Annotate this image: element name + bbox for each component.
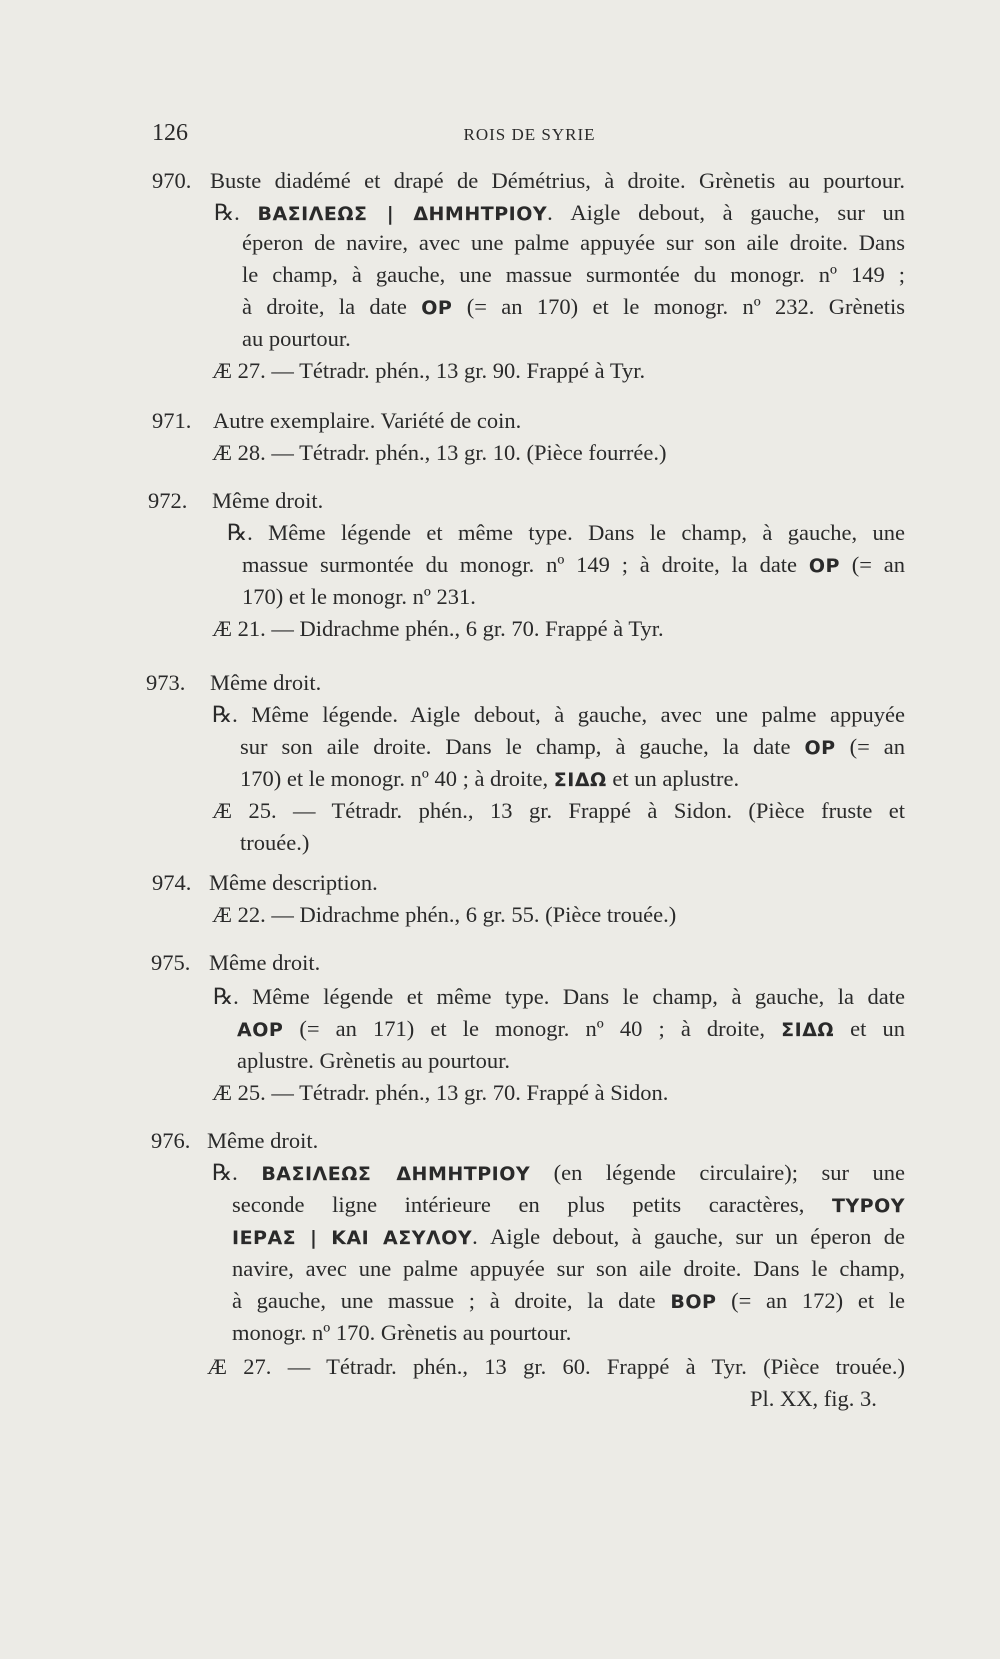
text-run: 170) et le monogr. nº 40 ; à droite, [240,766,554,791]
text-run: massue surmontée du monogr. nº 149 ; à droite, la date [242,554,809,577]
obverse-description: Même droit. [210,670,322,695]
reverse-description-line [232,1322,571,1345]
text-run: ℞. Même légende. Aigle debout, à gauche, avec une palme appuyée [212,704,905,727]
page-header [152,120,907,150]
obverse-description: Même droit. [207,1128,319,1153]
text-run: sur son aile droite. Dans le champ, à gauche, la date [240,736,805,759]
metal-weight-line: Æ 28. — Tétradr. phén., 13 gr. 10. (Pièce fourrée.) [212,440,667,465]
obverse-description: Même droit. [209,950,321,975]
text-run: ℞. Même légende et même type. Dans le champ, à gauche, la date [213,986,905,1009]
greek-legend: ΒΑΣΙΛΕΩΣ ΔΗΜΗΤΡΙΟΥ [261,1163,531,1185]
greek-legend: ΣΙΔΩ [781,1019,835,1041]
text-run: (= an 171) et le monogr. nº 40 ; à droite, [283,1018,782,1041]
text-run: (= an [839,554,905,577]
metal-weight-line: Æ 25. — Tétradr. phén., 13 gr. Frappé à Sidon. (Pièce fruste et [212,800,905,823]
text-run: aplustre. Grènetis au pourtour. [237,1048,511,1073]
text-run: à gauche, une massue ; à droite, la date [232,1290,671,1313]
greek-legend: ΤΥΡΟΥ [831,1195,905,1217]
metal-weight-line: Æ 21. — Didrachme phén., 6 gr. 70. Frappé à Tyr. [212,616,664,641]
entry-number: 975. [151,950,191,975]
entry-number: 971. [152,408,192,433]
text-run: et un [834,1018,905,1041]
plate-reference: Pl. XX, fig. 3. [750,1386,877,1411]
text-run: navire, avec une palme appuyée sur son aile droite. Dans le champ, [232,1258,905,1281]
reverse-description-line [237,1018,905,1044]
greek-legend: ΒΟΡ [670,1291,717,1313]
reverse-description-line [214,202,905,228]
text-run: ℞. Même légende et même type. Dans le champ, à gauche, une [227,522,905,545]
metal-weight-line: Æ 22. — Didrachme phén., 6 gr. 55. (Pièce trouée.) [212,902,677,927]
reverse-description-line [242,232,905,258]
metal-weight-line: Æ 25. — Tétradr. phén., 13 gr. 70. Frappé à Sidon. [212,1080,669,1105]
obverse-description: Même description. [209,870,378,895]
text-run: . Aigle debout, à gauche, sur un éperon de [472,1226,905,1249]
entry-number: 976. [151,1128,191,1153]
text-run: (= an 172) et le [716,1290,905,1313]
reverse-description-line [240,736,905,762]
reverse-description-line [212,1162,905,1188]
greek-legend: ΒΑΣΙΛΕΩΣ | ΔΗΜΗΤΡΙΟΥ [257,203,548,225]
reverse-symbol: ℞. [212,1162,262,1185]
text-run: au pourtour. [242,326,351,351]
reverse-description-line [240,768,739,791]
reverse-description-line [213,986,905,1012]
reverse-description-line [232,1194,905,1220]
reverse-symbol: ℞. [214,202,258,225]
greek-legend: ΣΙΔΩ [553,769,607,791]
greek-legend: ΟΡ [804,737,836,759]
obverse-description: Même droit. [212,488,324,513]
reverse-description-line [232,1258,905,1284]
obverse-description: Autre exemplaire. Variété de coin. [213,408,522,433]
reverse-description-line [242,586,476,609]
reverse-description-line [242,296,905,322]
metal-weight-line: Æ 27. — Tétradr. phén., 13 gr. 90. Frappé à Tyr. [212,358,646,383]
reverse-description-line [212,704,905,730]
reverse-description-line [232,1290,905,1316]
text-run: seconde ligne intérieure en plus petits caractères, [232,1194,832,1217]
metal-weight-line: trouée.) [240,830,310,855]
text-run: 170) et le monogr. nº 231. [242,584,476,609]
text-run: monogr. nº 170. Grènetis au pourtour. [232,1320,572,1345]
page-number: 126 [152,120,188,146]
metal-weight-line: Æ 27. — Tétradr. phén., 13 gr. 60. Frappé à Tyr. (Pièce trouée.) [207,1356,905,1379]
reverse-description-line [242,328,351,351]
reverse-description-line [232,1226,905,1252]
text-run: (= an 170) et le monogr. nº 232. Grènetis [452,296,905,319]
entry-number: 973. [146,670,186,695]
text-run: éperon de navire, avec une palme appuyée sur son aile droite. Dans [242,232,905,255]
reverse-description-line [242,264,905,290]
entry-number: 972. [148,488,188,513]
text-run: . Aigle debout, à gauche, sur un [547,202,905,225]
greek-legend: ΟΡ [808,555,840,577]
text-run: et un aplustre. [606,766,740,791]
running-title: ROIS DE SYRIE [463,125,596,144]
greek-legend: ΑΟΡ [237,1019,284,1041]
reverse-description-line [237,1050,510,1073]
entry-number: 970. [152,168,192,193]
text-run: à droite, la date [242,296,422,319]
reverse-description-line [227,522,905,548]
text-run: (= an [835,736,905,759]
text-run: (en légende circulaire); sur une [530,1162,905,1185]
reverse-description-line [242,554,905,580]
entry-number: 974. [152,870,192,895]
text-run: le champ, à gauche, une massue surmontée du monogr. nº 149 ; [242,264,905,287]
obverse-description: Buste diadémé et drapé de Démétrius, à droite. Grènetis au pourtour. [210,170,905,193]
greek-legend: ΙΕΡΑΣ | ΚΑΙ ΑΣΥΛΟΥ [232,1227,473,1249]
greek-legend: ΟΡ [421,297,453,319]
